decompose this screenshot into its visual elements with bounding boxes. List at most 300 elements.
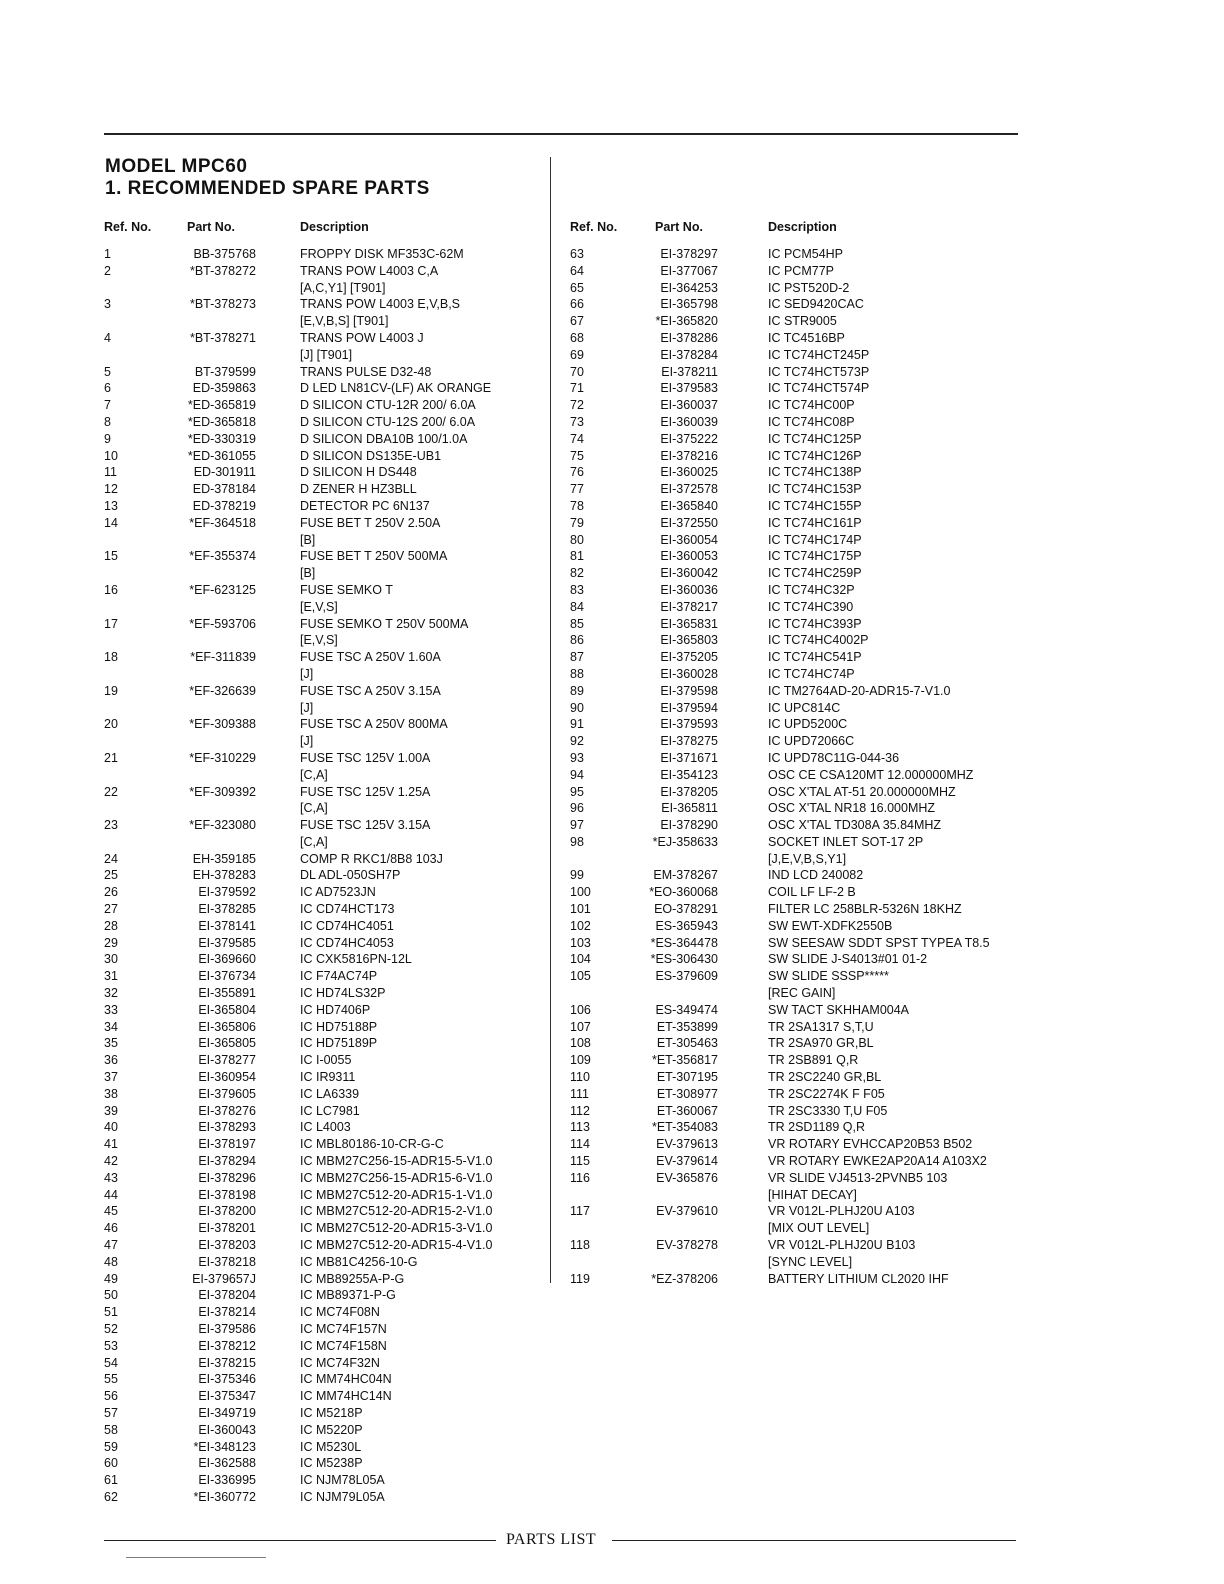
part-row bbox=[570, 431, 1010, 448]
part-no: *BT-378273 bbox=[189, 297, 256, 312]
part-no: EV-378278 bbox=[656, 1238, 718, 1253]
ref-no: 1 bbox=[104, 247, 111, 261]
ref-no: 100 bbox=[570, 885, 591, 900]
part-no: *ET-356817 bbox=[651, 1053, 718, 1068]
part-no: EI-378211 bbox=[661, 364, 718, 379]
ref-no: 80 bbox=[570, 532, 584, 547]
part-row bbox=[104, 951, 544, 968]
part-row bbox=[570, 532, 1010, 549]
part-row bbox=[570, 968, 1010, 985]
ref-no: 75 bbox=[570, 448, 584, 463]
part-no: EI-378276 bbox=[198, 1103, 256, 1118]
part-row bbox=[570, 414, 1010, 431]
part-no: EI-378214 bbox=[198, 1305, 256, 1320]
part-description: [J] bbox=[300, 666, 314, 681]
part-description: IC TC74HC08P bbox=[768, 414, 855, 429]
footer-rule-right bbox=[612, 1540, 1016, 1541]
part-no: ES-349474 bbox=[655, 1002, 718, 1017]
part-row bbox=[104, 1203, 544, 1220]
ref-no: 106 bbox=[570, 1002, 591, 1017]
part-row bbox=[570, 280, 1010, 297]
part-no: EO-378291 bbox=[654, 902, 718, 917]
part-row bbox=[104, 347, 544, 364]
part-row bbox=[570, 1035, 1010, 1052]
ref-no: 29 bbox=[104, 935, 118, 950]
part-no: EI-376734 bbox=[198, 969, 256, 984]
part-no: EI-365798 bbox=[660, 297, 718, 312]
part-no: *EF-311839 bbox=[190, 650, 256, 665]
part-no: EI-375222 bbox=[660, 431, 718, 446]
ref-no: 57 bbox=[104, 1405, 118, 1420]
ref-no: 33 bbox=[104, 1002, 118, 1017]
ref-no: 5 bbox=[104, 364, 111, 379]
part-row bbox=[104, 1220, 544, 1237]
part-description: SW SEESAW SDDT SPST TYPEA T8.5 bbox=[768, 935, 990, 950]
part-description: SOCKET INLET SOT-17 2P bbox=[768, 834, 924, 849]
ref-no: 25 bbox=[104, 868, 118, 883]
part-description: IC CD74HC4051 bbox=[300, 918, 394, 933]
part-no: ED-301911 bbox=[193, 465, 256, 480]
part-description: IC CD74HC4053 bbox=[300, 935, 394, 950]
part-description: IC TC74HC393P bbox=[768, 616, 862, 631]
part-row bbox=[570, 246, 1010, 263]
part-no: EI-362588 bbox=[198, 1456, 256, 1471]
ref-no: 111 bbox=[570, 1086, 590, 1101]
part-row bbox=[104, 1254, 544, 1271]
part-no: ET-353899 bbox=[656, 1019, 718, 1034]
part-row bbox=[570, 1052, 1010, 1069]
part-description: TR 2SD1189 Q,R bbox=[768, 1120, 866, 1135]
part-description: IC CD74HCT173 bbox=[300, 902, 395, 917]
part-no: ED-378184 bbox=[192, 482, 256, 497]
left-parts-list bbox=[104, 246, 544, 1506]
ref-no: 14 bbox=[104, 515, 118, 530]
part-row bbox=[104, 431, 544, 448]
part-row bbox=[570, 347, 1010, 364]
part-no: ES-365943 bbox=[655, 918, 718, 933]
part-row bbox=[104, 784, 544, 801]
part-description: D SILICON DS135E-UB1 bbox=[300, 448, 442, 463]
part-no: EI-379657J bbox=[192, 1271, 256, 1286]
part-description: D SILICON H DS448 bbox=[300, 465, 417, 480]
part-description: D LED LN81CV-(LF) AK ORANGE bbox=[300, 381, 492, 396]
part-description: [SYNC LEVEL] bbox=[768, 1254, 853, 1269]
left-header-ref: Ref. No. bbox=[104, 220, 152, 234]
part-no: EI-378204 bbox=[198, 1288, 256, 1303]
part-description: COIL LF LF-2 B bbox=[768, 885, 856, 900]
part-row bbox=[104, 1371, 544, 1388]
part-description: FUSE SEMKO T 250V 500MA bbox=[300, 616, 469, 631]
part-no: EI-378141 bbox=[198, 918, 256, 933]
part-description: [E,V,S] bbox=[300, 633, 338, 648]
ref-no: 94 bbox=[570, 767, 584, 782]
ref-no: 61 bbox=[104, 1473, 118, 1488]
part-description: IC MBM27C512-20-ADR15-3-V1.0 bbox=[300, 1221, 493, 1236]
part-row bbox=[104, 1052, 544, 1069]
right-parts-list bbox=[570, 246, 1010, 1287]
ref-no: 3 bbox=[104, 297, 111, 312]
part-row bbox=[104, 683, 544, 700]
ref-no: 105 bbox=[570, 969, 591, 984]
part-description: IC TC74HC161P bbox=[768, 515, 862, 530]
ref-no: 50 bbox=[104, 1288, 118, 1303]
ref-no: 18 bbox=[104, 650, 118, 665]
part-no: EH-359185 bbox=[192, 851, 256, 866]
part-row bbox=[104, 1439, 544, 1456]
part-description: BATTERY LITHIUM CL2020 IHF bbox=[768, 1271, 949, 1286]
part-row bbox=[570, 313, 1010, 330]
part-no: ET-305463 bbox=[656, 1036, 718, 1051]
part-no: EI-378216 bbox=[660, 448, 718, 463]
part-description: FUSE BET T 250V 2.50A bbox=[300, 515, 441, 530]
ref-no: 19 bbox=[104, 683, 118, 698]
part-row bbox=[570, 464, 1010, 481]
ref-no: 34 bbox=[104, 1019, 118, 1034]
ref-no: 44 bbox=[104, 1187, 118, 1202]
part-description: IC MB89371-P-G bbox=[300, 1288, 396, 1303]
part-description: IC MB81C4256-10-G bbox=[300, 1254, 418, 1269]
part-row bbox=[104, 817, 544, 834]
part-row bbox=[104, 263, 544, 280]
part-no: *BT-378272 bbox=[189, 263, 256, 278]
part-no: EI-379585 bbox=[198, 935, 256, 950]
part-no: EI-336995 bbox=[198, 1473, 256, 1488]
part-no: EI-378203 bbox=[198, 1238, 256, 1253]
part-row bbox=[104, 397, 544, 414]
part-description: [C,A] bbox=[300, 801, 328, 816]
part-no: ET-308977 bbox=[656, 1086, 718, 1101]
ref-no: 117 bbox=[570, 1204, 590, 1219]
part-row bbox=[104, 246, 544, 263]
part-no: *EF-309388 bbox=[189, 717, 256, 732]
part-row bbox=[570, 1119, 1010, 1136]
ref-no: 42 bbox=[104, 1154, 118, 1169]
part-description: TRANS POW L4003 E,V,B,S bbox=[300, 297, 461, 312]
part-no: EI-364253 bbox=[660, 280, 718, 295]
part-no: EI-378294 bbox=[198, 1154, 256, 1169]
part-description: IC TC74HC138P bbox=[768, 465, 862, 480]
part-row bbox=[570, 649, 1010, 666]
part-row bbox=[104, 532, 544, 549]
part-description: IC PCM77P bbox=[768, 263, 834, 278]
part-description: IC IR9311 bbox=[300, 1070, 356, 1085]
part-row bbox=[104, 700, 544, 717]
part-row bbox=[570, 1019, 1010, 1036]
part-row bbox=[104, 1271, 544, 1288]
part-description: IC TC74HCT573P bbox=[768, 364, 870, 379]
ref-no: 15 bbox=[104, 549, 118, 564]
part-no: EI-377067 bbox=[660, 263, 718, 278]
part-no: ET-307195 bbox=[656, 1070, 718, 1085]
ref-no: 101 bbox=[570, 902, 591, 917]
left-header-desc: Description bbox=[300, 220, 369, 234]
part-no: *EF-355374 bbox=[189, 549, 256, 564]
part-no: EV-365876 bbox=[656, 1170, 718, 1185]
part-no: *EF-593706 bbox=[189, 616, 256, 631]
ref-no: 51 bbox=[104, 1305, 118, 1320]
part-row bbox=[104, 1489, 544, 1506]
part-description: IC TC74HC541P bbox=[768, 650, 862, 665]
part-row bbox=[570, 616, 1010, 633]
part-no: EI-360036 bbox=[660, 582, 718, 597]
part-row bbox=[104, 498, 544, 515]
part-row bbox=[104, 582, 544, 599]
ref-no: 20 bbox=[104, 717, 118, 732]
part-row bbox=[104, 901, 544, 918]
part-no: BB-375768 bbox=[193, 247, 256, 261]
part-row bbox=[104, 834, 544, 851]
part-no: EI-378218 bbox=[198, 1254, 256, 1269]
part-description: IC TM2764AD-20-ADR15-7-V1.0 bbox=[768, 683, 951, 698]
part-description: FILTER LC 258BLR-5326N 18KHZ bbox=[768, 902, 962, 917]
part-description: SW TACT SKHHAM004A bbox=[768, 1002, 910, 1017]
part-description: IC TC74HC74P bbox=[768, 666, 855, 681]
ref-no: 103 bbox=[570, 935, 591, 950]
part-row bbox=[104, 800, 544, 817]
part-no: EI-354123 bbox=[660, 767, 718, 782]
part-no: EI-378293 bbox=[198, 1120, 256, 1135]
ref-no: 70 bbox=[570, 364, 584, 379]
part-description: TR 2SC2240 GR,BL bbox=[768, 1070, 882, 1085]
ref-no: 17 bbox=[104, 616, 118, 631]
part-no: EI-378197 bbox=[198, 1137, 256, 1152]
part-row bbox=[570, 834, 1010, 851]
part-description: IC MC74F32N bbox=[300, 1355, 380, 1370]
part-row bbox=[104, 649, 544, 666]
ref-no: 99 bbox=[570, 868, 584, 883]
part-row bbox=[104, 1187, 544, 1204]
part-row bbox=[104, 985, 544, 1002]
part-no: EI-378296 bbox=[198, 1170, 256, 1185]
part-row bbox=[104, 1237, 544, 1254]
ref-no: 115 bbox=[570, 1154, 590, 1169]
part-description: IC MM74HC14N bbox=[300, 1389, 392, 1404]
ref-no: 77 bbox=[570, 482, 584, 497]
part-no: EI-360042 bbox=[660, 566, 718, 581]
part-description: IC TC74HC174P bbox=[768, 532, 862, 547]
ref-no: 2 bbox=[104, 263, 111, 278]
part-description: IC UPD5200C bbox=[768, 717, 848, 732]
part-description: [B] bbox=[300, 566, 316, 581]
part-row bbox=[104, 1002, 544, 1019]
part-description: IC MM74HC04N bbox=[300, 1372, 392, 1387]
part-description: IC TC74HC259P bbox=[768, 566, 862, 581]
part-description: [A,C,Y1] [T901] bbox=[300, 280, 386, 295]
part-description: IC MBL80186-10-CR-G-C bbox=[300, 1137, 444, 1152]
part-description: TR 2SA970 GR,BL bbox=[768, 1036, 874, 1051]
ref-no: 22 bbox=[104, 784, 118, 799]
part-description: FUSE SEMKO T bbox=[300, 582, 393, 597]
part-row bbox=[104, 1035, 544, 1052]
part-no: *EF-623125 bbox=[189, 582, 256, 597]
part-description: IC TC74HC125P bbox=[768, 431, 862, 446]
part-no: EI-360028 bbox=[660, 666, 718, 681]
ref-no: 46 bbox=[104, 1221, 118, 1236]
ref-no: 68 bbox=[570, 330, 584, 345]
part-row bbox=[570, 1153, 1010, 1170]
part-row bbox=[570, 263, 1010, 280]
ref-no: 102 bbox=[570, 918, 591, 933]
part-description: IC LA6339 bbox=[300, 1086, 360, 1101]
part-row bbox=[104, 733, 544, 750]
part-description: D SILICON CTU-12R 200/ 6.0A bbox=[300, 398, 476, 413]
part-description: IC TC74HCT245P bbox=[768, 347, 870, 362]
right-header-part: Part No. bbox=[655, 220, 703, 234]
ref-no: 67 bbox=[570, 314, 584, 329]
ref-no: 119 bbox=[570, 1271, 590, 1286]
part-no: *ES-364478 bbox=[650, 935, 718, 950]
part-description: IC NJM78L05A bbox=[300, 1473, 385, 1488]
part-description: [J,E,V,B,S,Y1] bbox=[768, 851, 847, 866]
part-description: OSC X'TAL NR18 16.000MHZ bbox=[768, 801, 936, 816]
part-description: IC NJM79L05A bbox=[300, 1489, 385, 1504]
part-no: EI-355891 bbox=[198, 986, 256, 1001]
part-no: EI-378277 bbox=[198, 1053, 256, 1068]
part-row bbox=[570, 985, 1010, 1002]
part-row bbox=[104, 884, 544, 901]
top-rule bbox=[104, 133, 1018, 135]
part-description: TRANS POW L4003 J bbox=[300, 330, 424, 345]
section-title: 1. RECOMMENDED SPARE PARTS bbox=[105, 178, 430, 199]
part-description: IC M5218P bbox=[300, 1405, 363, 1420]
ref-no: 56 bbox=[104, 1389, 118, 1404]
part-row bbox=[570, 884, 1010, 901]
part-row bbox=[570, 867, 1010, 884]
part-row bbox=[104, 750, 544, 767]
part-description: IC L4003 bbox=[300, 1120, 351, 1135]
part-row bbox=[104, 448, 544, 465]
ref-no: 65 bbox=[570, 280, 584, 295]
part-no: *EF-326639 bbox=[189, 683, 256, 698]
part-description: SW SLIDE SSSP***** bbox=[768, 969, 889, 984]
ref-no: 78 bbox=[570, 498, 584, 513]
part-row bbox=[570, 1237, 1010, 1254]
part-row bbox=[104, 1422, 544, 1439]
part-no: EI-375346 bbox=[198, 1372, 256, 1387]
part-no: EI-349719 bbox=[198, 1405, 256, 1420]
column-divider bbox=[550, 157, 551, 1283]
ref-no: 73 bbox=[570, 414, 584, 429]
part-row bbox=[570, 599, 1010, 616]
part-description: IC UPD78C11G-044-36 bbox=[768, 750, 900, 765]
part-no: EI-360954 bbox=[198, 1070, 256, 1085]
ref-no: 108 bbox=[570, 1036, 591, 1051]
part-no: ED-359863 bbox=[192, 381, 256, 396]
ref-no: 30 bbox=[104, 952, 118, 967]
part-no: *EI-360772 bbox=[193, 1489, 256, 1504]
part-row bbox=[570, 632, 1010, 649]
part-description: IC I-0055 bbox=[300, 1053, 352, 1068]
part-no: EI-379605 bbox=[198, 1086, 256, 1101]
part-description: IC MC74F157N bbox=[300, 1322, 387, 1336]
part-description: VR ROTARY EWKE2AP20A14 A103X2 bbox=[768, 1154, 987, 1169]
part-description: OSC X'TAL TD308A 35.84MHZ bbox=[768, 818, 942, 833]
ref-no: 92 bbox=[570, 734, 584, 749]
part-description: IC HD75188P bbox=[300, 1019, 378, 1034]
ref-no: 58 bbox=[104, 1422, 118, 1437]
part-row bbox=[570, 733, 1010, 750]
part-row bbox=[104, 364, 544, 381]
part-description: [J] bbox=[300, 700, 314, 715]
ref-no: 95 bbox=[570, 784, 584, 799]
part-row bbox=[104, 935, 544, 952]
part-row bbox=[104, 968, 544, 985]
part-row bbox=[104, 867, 544, 884]
part-row bbox=[104, 1338, 544, 1355]
part-no: EI-378275 bbox=[660, 734, 718, 749]
part-no: *ED-330319 bbox=[187, 431, 256, 446]
part-description: IC MBM27C256-15-ADR15-6-V1.0 bbox=[300, 1170, 493, 1185]
part-description: IC MBM27C512-20-ADR15-1-V1.0 bbox=[300, 1187, 493, 1202]
ref-no: 89 bbox=[570, 683, 584, 698]
part-description: D ZENER H HZ3BLL bbox=[300, 482, 417, 497]
part-description: IC HD75189P bbox=[300, 1036, 378, 1051]
ref-no: 26 bbox=[104, 885, 118, 900]
part-no: EI-369660 bbox=[198, 952, 256, 967]
ref-no: 118 bbox=[570, 1238, 590, 1253]
ref-no: 52 bbox=[104, 1322, 118, 1336]
part-no: EI-375205 bbox=[660, 650, 718, 665]
part-row bbox=[570, 397, 1010, 414]
part-no: *ED-365819 bbox=[187, 398, 256, 413]
part-row bbox=[570, 481, 1010, 498]
part-description: TRANS PULSE D32-48 bbox=[300, 364, 432, 379]
ref-no: 83 bbox=[570, 582, 584, 597]
part-description: VR ROTARY EVHCCAP20B53 B502 bbox=[768, 1137, 973, 1152]
ref-no: 59 bbox=[104, 1439, 118, 1454]
part-no: *ED-365818 bbox=[187, 414, 256, 429]
part-description: SW SLIDE J-S4013#01 01-2 bbox=[768, 952, 928, 967]
part-no: EI-379598 bbox=[660, 683, 718, 698]
part-row bbox=[570, 364, 1010, 381]
part-no: EI-378200 bbox=[198, 1204, 256, 1219]
part-no: EI-360039 bbox=[660, 414, 718, 429]
part-description: IC UPC814C bbox=[768, 700, 841, 715]
part-description: IC TC74HC4002P bbox=[768, 633, 869, 648]
part-no: EH-378283 bbox=[192, 868, 256, 883]
part-description: IC MBM27C512-20-ADR15-2-V1.0 bbox=[300, 1204, 493, 1219]
part-description: [C,A] bbox=[300, 834, 328, 849]
ref-no: 93 bbox=[570, 750, 584, 765]
part-description: TRANS POW L4003 C,A bbox=[300, 263, 439, 278]
part-row bbox=[104, 1019, 544, 1036]
ref-no: 40 bbox=[104, 1120, 118, 1135]
part-description: VR V012L-PLHJ20U B103 bbox=[768, 1238, 916, 1253]
part-row bbox=[104, 1170, 544, 1187]
ref-no: 35 bbox=[104, 1036, 118, 1051]
part-row bbox=[104, 599, 544, 616]
part-description: IC TC74HC00P bbox=[768, 398, 855, 413]
part-no: EI-378201 bbox=[198, 1221, 256, 1236]
part-no: *EJ-358633 bbox=[652, 834, 718, 849]
ref-no: 86 bbox=[570, 633, 584, 648]
ref-no: 76 bbox=[570, 465, 584, 480]
part-row bbox=[104, 1455, 544, 1472]
part-no: EI-365805 bbox=[198, 1036, 256, 1051]
part-row bbox=[104, 313, 544, 330]
part-row bbox=[570, 800, 1010, 817]
part-description: IC HD7406P bbox=[300, 1002, 371, 1017]
part-description: [C,A] bbox=[300, 767, 328, 782]
part-no: EV-379610 bbox=[656, 1204, 718, 1219]
ref-no: 88 bbox=[570, 666, 584, 681]
part-row bbox=[104, 1472, 544, 1489]
ref-no: 11 bbox=[104, 465, 117, 480]
ref-no: 81 bbox=[570, 549, 584, 564]
part-row bbox=[570, 1220, 1010, 1237]
ref-no: 9 bbox=[104, 431, 111, 446]
ref-no: 28 bbox=[104, 918, 118, 933]
